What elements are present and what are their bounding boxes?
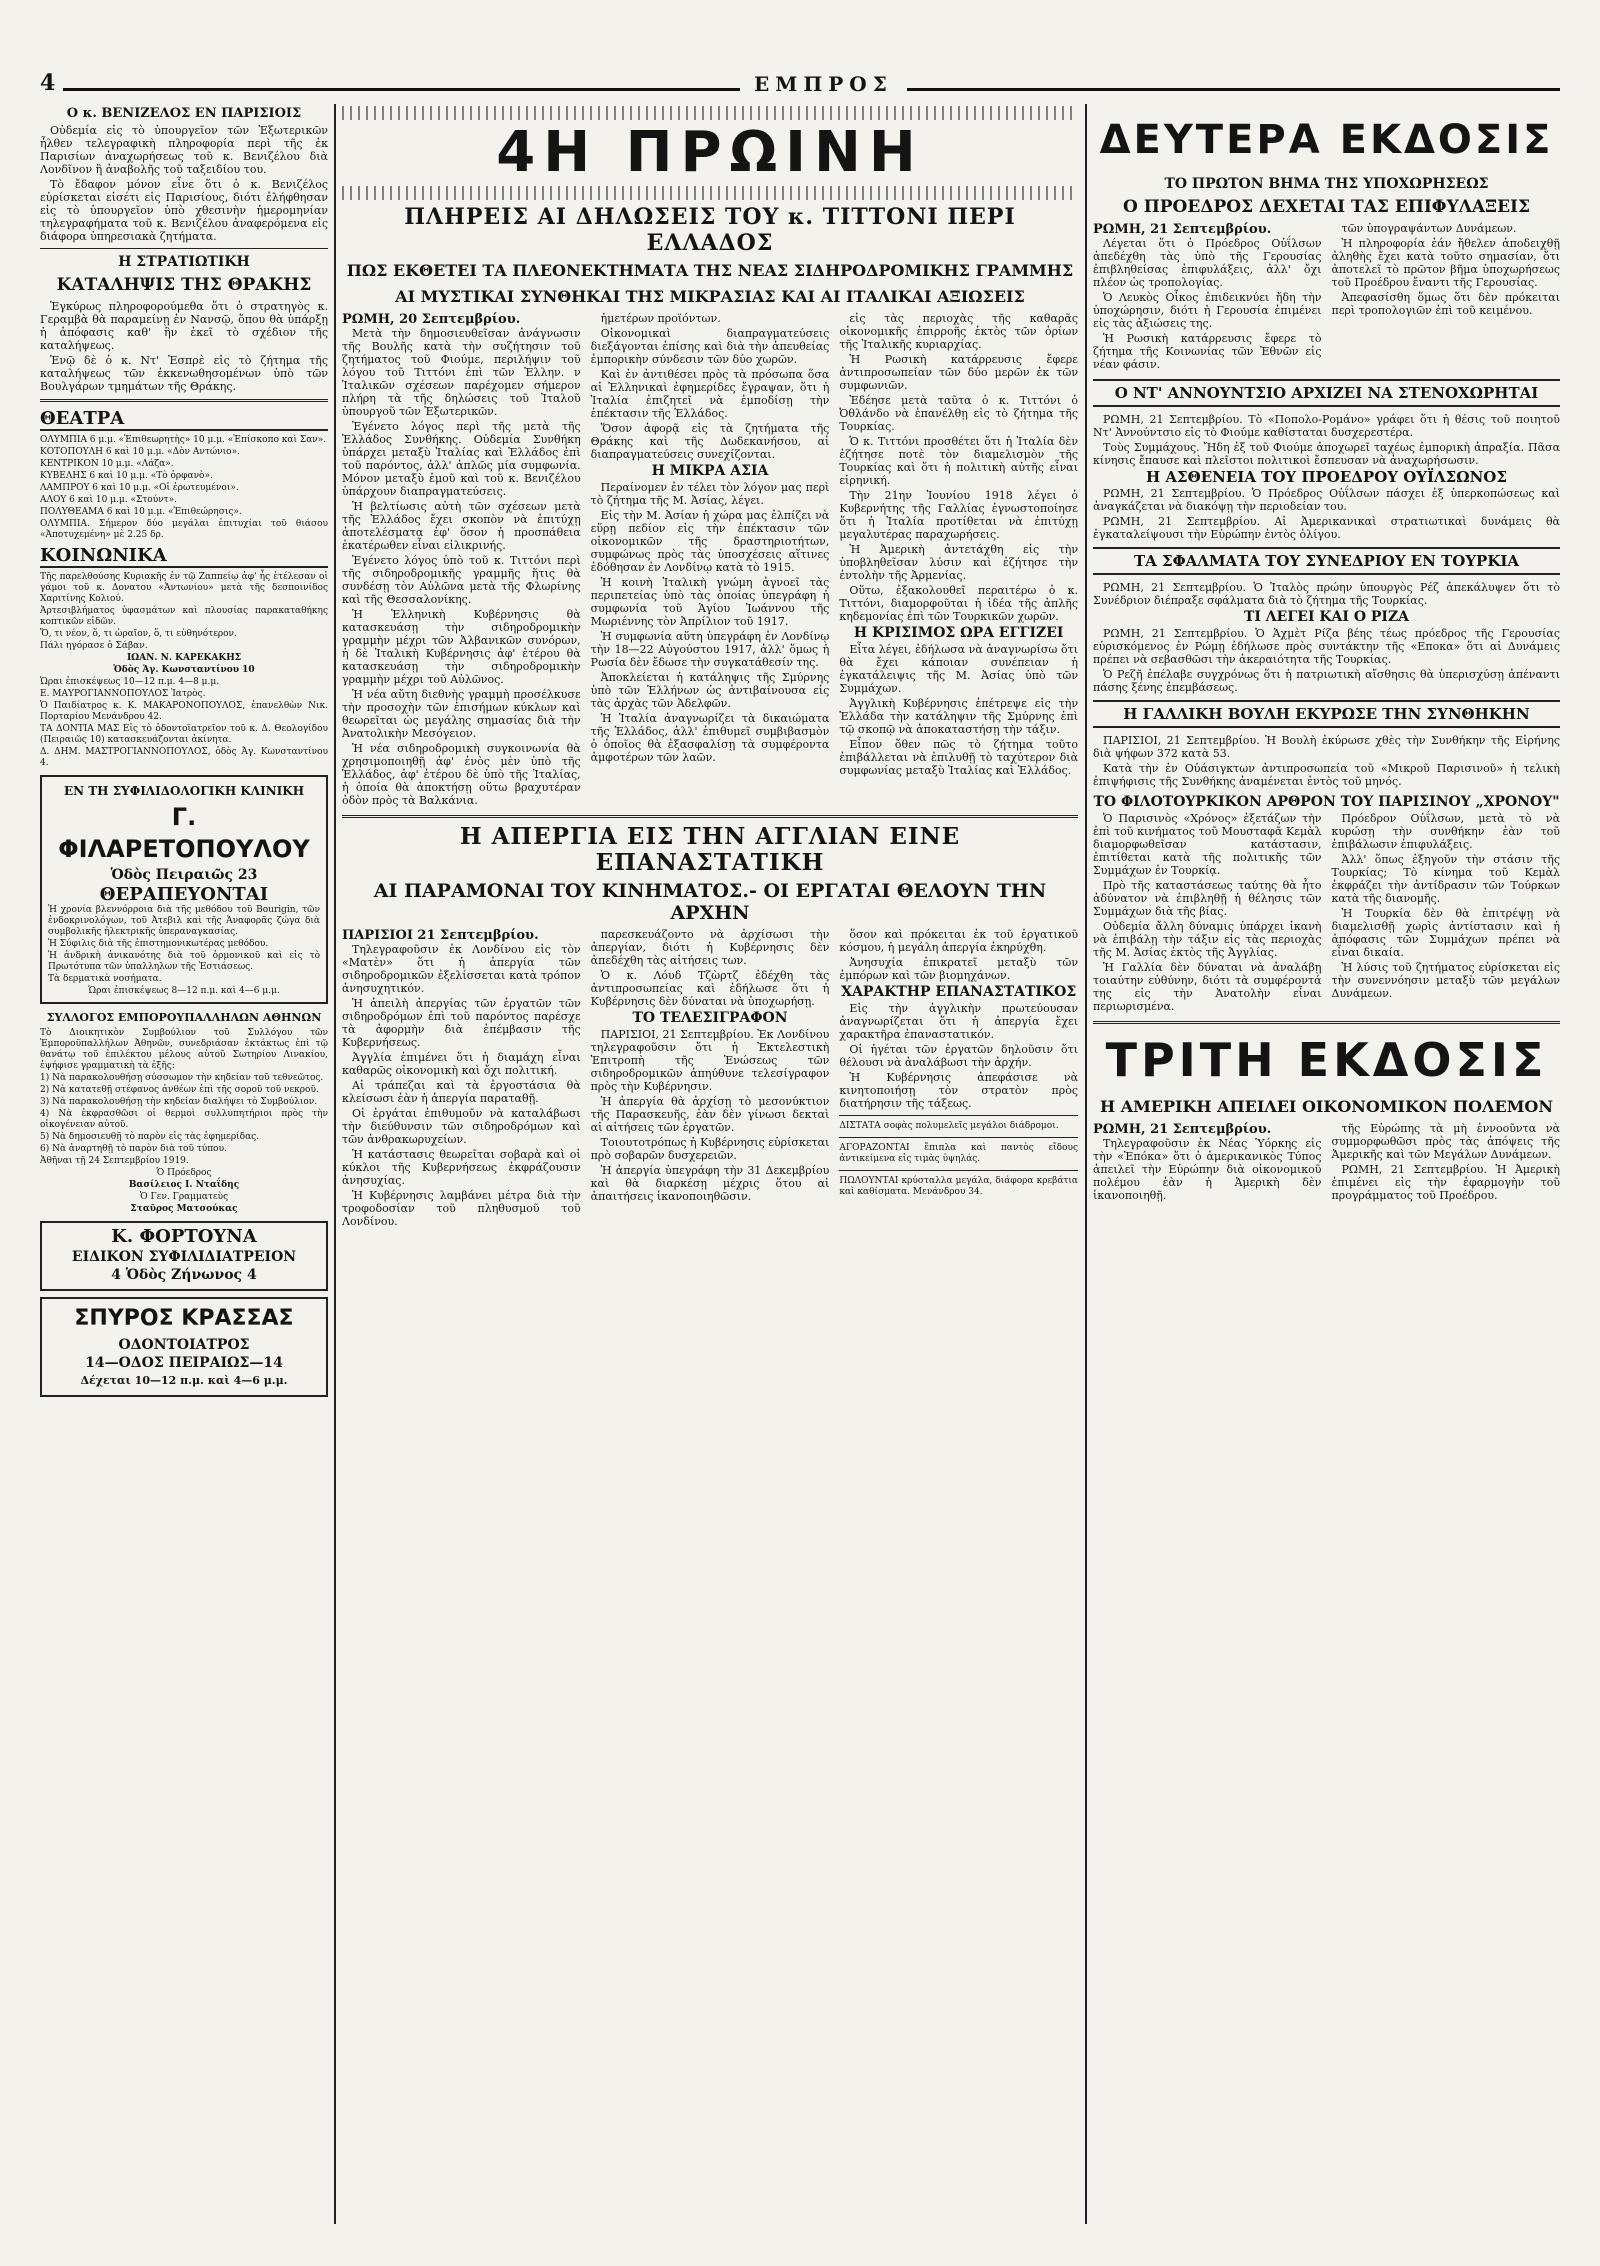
article-paragraph: Ἡ ἀπεργία ὑπεγράφη τὴν 31 Δεκεμβρίου καὶ θὰ διαρκέσῃ μέχρις ὅτου αἱ ἀπαιτήσεις ἱκανοποιηθῶσιν. — [590, 1164, 830, 1203]
divider — [1093, 1021, 1560, 1024]
article-paragraph: Μετὰ τὴν δημοσιευθεῖσαν ἀνάγνωσιν τῆς Βουλῆς κατὰ τὴν συζήτησιν τοῦ ζητήματος τοῦ Φιούμε, περιλήψιν τοῦ λόγου τοῦ Τιττόνι ἐπὶ τῶν Ἑλλην. ν Ἰταλικῶν σχέσεων παρέχομεν σήμερον πλήρη τὰ τῆς δηλώσεις τοῦ Ἰταλοῦ ὑπουργοῦ τῶν Ἐξωτερικῶν. — [342, 327, 581, 418]
article-paragraph: εἰς τὰς περιοχὰς τῆς καθαρᾶς οἰκονομικῆς ἐπιρροῆς ἐκτὸς τῶν ὁρίων τῆς Ἰταλικῆς κυριαρχίας. — [839, 312, 1078, 351]
divider — [40, 248, 328, 249]
venizelos-paragraph: Οὐδεμία εἰς τὸ ὑπουργεῖον τῶν Ἐξωτερικῶν ἦλθεν τελεγραφικὴ πληροφορία περὶ τῆς ἐκ Παρισίων ἀναχωρήσεως τοῦ κ. Βενιζέλου διὰ Λονδῖνον ἢ ἀναβολῆς τοῦ ταξειδίου του. — [40, 124, 328, 176]
article-paragraph: Ἀποκλείεται ἡ κατάληψις τῆς Σμύρνης ὑπὸ τῶν Ἑλλήνων ὡς ἀντιβαίνουσα εἰς τὰς ἀρχὰς τῶν Ἀδελφῶν. — [590, 671, 830, 710]
classified-ad: ΠΩΛΟΥΝΤΑΙ κρύσταλλα μεγάλα, διάφορα κρεβάτια καὶ καθίσματα. Μενάνδρου 34. — [839, 1176, 1078, 1197]
article-paragraph: ἡμετέρων προϊόντων. — [600, 312, 721, 325]
theatre-item: ΟΛΥΜΠΙΑ 6 μ.μ. «Ἐπιθεωρητὴς» 10 μ.μ. «Ἐπίσκοπο καὶ Σαν». — [40, 435, 327, 445]
union-item: Βασίλειος Ι. Νταΐδης — [128, 1180, 240, 1190]
article-paragraph: Τηλεγραφοῦσιν ἐκ Λονδίνου εἰς τὸν «Ματὲν» ὅτι ἡ ἀπεργία τῶν σιδηροδρομικῶν ἐξελίσσεται κατὰ τρόπον ἀνησυχητικόν. — [342, 943, 581, 995]
third-edition-col-b — [1332, 1122, 1561, 1204]
column-rule-left — [334, 104, 336, 2224]
second-edition-col-b — [1332, 222, 1561, 373]
social-item: Ὅ, τι νέον, ὅ, τι ὡραῖον, ὅ, τι εὐθηνότερον. — [40, 629, 237, 639]
wilson-headline: Η ΑΣΘΕΝΕΙΑ ΤΟΥ ΠΡΟΕΔΡΟΥ ΟΥΪΛΣΩΝΟΣ — [1146, 468, 1507, 486]
social-item: Ὁ Παιδίατρος κ. Κ. ΜΑΚΑΡΟΝΟΠΟΥΛΟΣ, ἐπανελθὼν Νικ. Πορταρίου Μενάνδρου 42. — [40, 701, 328, 722]
article-paragraph: Ἡ Ἀμερικὴ ἀντετάχθη εἰς τὴν ὑποβληθεῖσαν λύσιν καὶ ἐζήτησε τὴν ἐντολὴν τῆς Ἀρμενίας. — [839, 543, 1078, 582]
right-column — [1093, 104, 1560, 2224]
article-paragraph: Τηλεγραφοῦσιν ἐκ Νέας Ὑόρκης εἰς τὴν «Ἐπόκα» ὅτι ὁ ἀμερικανικὸς Τύπος ἀπειλεῖ τὴν Εὐρώπην διὰ οἰκονομικοῦ πολέμου ἐὰν ἡ Ἀμερικὴ δὲν ἱκανοποιηθῇ. — [1093, 1137, 1322, 1202]
strike-subheadline: ΑΙ ΠΑΡΑΜΟΝΑΙ ΤΟΥ ΚΙΝΗΜΑΤΟΣ.- ΟΙ ΕΡΓΑΤΑΙ ΘΕΛΟΥΝ ΤΗΝ ΑΡΧΗΝ — [373, 880, 1047, 924]
clinic-item: Ἡ χρονία βλεννόρροια διὰ τῆς μεθόδου τοῦ Bourigin, τῶν ἐνδοκρινολόγων, τοῦ Ἀτεβιλ καὶ τῆς Ἀναφορᾶς ζώγα διὰ συμβολικῆς ἠλεκτρικῆς ὑπεραναγκασίας. — [48, 905, 320, 937]
section-box — [1093, 547, 1560, 575]
ornament-border — [342, 186, 1078, 200]
article-paragraph: Ἡ συμφωνία αὕτη ὑπεγράφη ἐν Λονδίνῳ τὴν 18—22 Αὐγούστου 1917, ἀλλ' ὅμως ἡ Ρωσία δὲν ἔδωσε τὴν συγκατάθεσίν της. — [590, 630, 830, 669]
article-paragraph: Οὕτω, ἐξακολουθεῖ περαιτέρω ὁ κ. Τιττόνι, διαμορφοῦται ἡ ἰδέα τῆς ἀπλῆς κηδεμονίας ἐπὶ τῶν Τουρκικῶν χωρῶν. — [839, 584, 1078, 623]
article-paragraph: τῆς Εὐρώπης τὰ μὴ ἐννοοῦντα νὰ συμμορφωθῶσι πρὸς τὰς ἀπόψεις τῆς Ἀμερικῆς καὶ τῶν Μεγάλων Δυνάμεων. — [1331, 1122, 1560, 1161]
social-title: ΚΟΙΝΩΝΙΚΑ — [40, 545, 328, 568]
union-item: Ὁ Γεν. Γραμματεὺς — [139, 1192, 229, 1202]
article-paragraph: Οὐδεμία ἄλλη δύναμις ὑπάρχει ἰκανὴ νὰ ἐπιβάλῃ τὴν τάξιν εἰς τὰς περιοχὰς τῆς Μ. Ἀσίας ἐκτὸς τῆς Ἀγγλίας. — [1093, 920, 1322, 959]
krassas-address: 14—ΟΔΟΣ ΠΕΙΡΑΙΩΣ—14 — [85, 1355, 283, 1371]
chronos-columns — [1093, 812, 1560, 1015]
article-paragraph: ΠΑΡΙΣΙΟΙ, 21 Σεπτεμβρίου. Ἡ Βουλὴ ἐκύρωσε χθὲς τὴν Συνθήκην τῆς Εἰρήνης διὰ ψήφων 372 κατὰ 53. — [1093, 734, 1560, 760]
article-paragraph: Ὁ Ρεζῆ ἐπέλαβε συγχρόνως ὅτι ἡ πατριωτικὴ αἴσθησις θὰ ὑπερισχύσῃ ἀπέναντι πάσης ξένης ἐπεμβάσεως. — [1093, 668, 1560, 694]
theatre-item: ΑΛΟΥ 6 καὶ 10 μ.μ. «Στούντ». — [40, 495, 178, 505]
clinic-name: Γ. ΦΙΛΑΡΕΤΟΠΟΥΛΟΥ — [58, 803, 310, 863]
article-paragraph: Οἱ ἡγέται τῶν ἐργατῶν δηλοῦσιν ὅτι θέλουσι νὰ ἀναλάβωσι τὴν ἀρχήν. — [839, 1043, 1078, 1069]
strike-headline: Η ΑΠΕΡΓΙΑ ΕΙΣ ΤΗΝ ΑΓΓΛΙΑΝ ΕΙΝΕ ΕΠΑΝΑΣΤΑΤΙΚΗ — [459, 823, 961, 876]
article-paragraph: Εἰς τὴν Μ. Ἀσίαν ἡ χώρα μας ἐλπίζει νὰ εὕρῃ πεδίον εἰς τὴν ἐπέκτασιν τῶν οἰκονομικῶν τῆς δραστηριοτήτων, συμφώνως πρὸς τὰς ὑποσχέσεις αἵτινες ἐδόθησαν ἐν Λονδίνῳ κατὰ τὸ 1915. — [590, 509, 830, 574]
venizelos-paragraph: Τὸ ἔδαφον μόνον εἶνε ὅτι ὁ κ. Βενιζέλος εὑρίσκεται εἰσέτι εἰς Παρισίους, διότι ἐλήφθησαν εἰς τὸ ὑπουργεῖον ὑπὸ χθεσινὴν ἡμερομηνίαν τηλεγραφήματα τοῦ κ. Βενιζέλου ἀναφερόμενα εἰς διάφορα ὑπηρεσιακὰ ζητήματα. — [40, 178, 328, 243]
article-paragraph: Ἡ Τουρκία δὲν θὰ ἐπιτρέψῃ νὰ διαμελισθῇ χωρὶς ἀντίστασιν καὶ ἡ ἀπόφασις τῶν Συμμάχων πρέπει νὰ εἶναι δικαία. — [1331, 907, 1560, 959]
social-item: Ε. ΜΑΥΡΟΓΙΑΝΝΟΠΟΥΛΟΣ Ἰατρὸς. — [40, 689, 206, 699]
newspaper-name: ΕΜΠΡΟΣ — [740, 72, 907, 96]
second-edition-headline: Ο ΠΡΟΕΔΡΟΣ ΔΕΧΕΤΑΙ ΤΑΣ ΕΠΙΦΥΛΑΞΕΙΣ — [1122, 197, 1530, 217]
union-item: Ἀθῆναι τῇ 24 Σεπτεμβρίου 1919. — [40, 1156, 189, 1166]
clinic-item: Ἡ ἀνδρικὴ ἀνικανότης διὰ τοῦ ὁρμονικοῦ καὶ εἰς τὸ Πρωτότυπα τῶν ὑπαλληλων τῆς Ἑστιάσεως. — [48, 951, 320, 972]
section-box — [1093, 379, 1560, 407]
section-subhead: Η ΚΡΙΣΙΜΟΣ ΩΡΑ ΕΓΓΙΖΕΙ — [853, 625, 1064, 641]
section-box — [1093, 700, 1560, 728]
page-number: 4 — [40, 70, 63, 96]
dannunzio-headline: Ο ΝΤ' ΑΝΝΟΥΝΤΣΙΟ ΑΡΧΙΖΕΙ ΝΑ ΣΤΕΝΟΧΩΡΗΤΑΙ — [1114, 384, 1539, 402]
article-paragraph: Ἡ λύσις τοῦ ζητήματος εὑρίσκεται εἰς τὴν συνεννόησιν μεταξὺ τῶν μεγάλων Δυνάμεων. — [1331, 961, 1560, 1000]
article-paragraph: Ἡ νέα αὕτη διεθνὴς γραμμὴ προσέλκυσε τὴν προσοχὴν τῶν ἐπισήμων κύκλων καὶ θεωρεῖται ὡς μεγάλης σημασίας διὰ τὴν Ἀνατολικὴν Μεσόγειον. — [342, 688, 581, 740]
union-item: 1) Νὰ παρακολουθήσῃ σύσσωμον τὴν κηδείαν τοῦ τεθνεῶτος. — [40, 1073, 324, 1083]
divider — [839, 1137, 1078, 1138]
second-edition-col-a — [1093, 222, 1322, 373]
dateline: ΡΩΜΗ, 21 Σεπτεμβρίου. — [1093, 1122, 1272, 1137]
article-paragraph: Οἱ ἐργάται ἐπιθυμοῦν νὰ καταλάβωσι τὴν διεύθυνσιν τῶν σιδηροδρόμων καὶ τῶν ἀνθρακωρυχείων. — [342, 1107, 581, 1146]
clinic-item: Ὡραι ἐπισκέψεως 8—12 π.μ. καὶ 4—6 μ.μ. — [88, 986, 280, 996]
article-paragraph: Ἐγένετο λόγος ὑπὸ τοῦ κ. Τιττόνι περὶ τῆς σιδηροδρομικῆς γραμμῆς ἥτις θὰ συνδέσῃ τὸν Αὐλῶνα μετὰ τῆς Φλωρίνης καὶ τῆς Θεσσαλονίκης. — [342, 554, 581, 606]
classified-ad: ΔΙΣΤΑΤΑ σοφὰς πολυμελεῖς μεγάλοι διάδρομοι. — [839, 1121, 1059, 1131]
krassas-spec: ΟΔΟΝΤΟΙΑΤΡΟΣ — [118, 1337, 250, 1353]
article-paragraph: ὅσον καὶ πρόκειται ἐκ τοῦ ἐργατικοῦ κόσμου, ἡ μεγάλη ἀπεργία ἐκηρύχθη. — [839, 928, 1078, 954]
second-edition-kicker: ΤΟ ΠΡΩΤΟΝ ΒΗΜΑ ΤΗΣ ΥΠΟΧΩΡΗΣΕΩΣ — [1164, 176, 1489, 192]
clinic-title: ΕΝ ΤΗ ΣΥΦΙΛΙΔΟΛΟΓΙΚΗ ΚΛΙΝΙΚΗ — [63, 784, 305, 798]
theatres-title: ΘΕΑΤΡΑ — [40, 408, 328, 431]
section-subhead: Η ΜΙΚΡΑ ΑΣΙΑ — [651, 463, 769, 479]
strike-col-c — [839, 928, 1078, 1230]
article-paragraph: ΡΩΜΗ, 21 Σεπτεμβρίου. Ὁ Πρόεδρος Οὐΐλσων πάσχει ἐξ ὑπερκοπώσεως καὶ ἀναγκάζεται νὰ διακόψῃ τὴν περιοδείαν του. — [1093, 487, 1560, 513]
union-title: ΣΥΛΛΟΓΟΣ ΕΜΠΟΡΟΥΠΑΛΛΗΛΩΝ ΑΘΗΝΩΝ — [46, 1011, 322, 1024]
article-paragraph: Τὴν 21ην Ἰουνίου 1918 λέγει ὁ Κυβερνήτης τῆς Γαλλίας ἐγνωστοποίησε ὅτι ἡ Ἰταλία προτίθεται νὰ ἐπιτύχῃ μεγαλυτέρας παραχωρήσεις. — [839, 489, 1078, 541]
theatre-item: ΚΥΒΕΛΗΣ 6 καὶ 10 μ.μ. «Τὸ ὀρφανὸ». — [40, 471, 213, 481]
article-paragraph: Ἀπεφασίσθη ὅμως ὅτι δὲν πρόκειται περὶ τροπολογιῶν ἐπὶ τοῦ κειμένου. — [1331, 291, 1560, 317]
thrace-title: ΚΑΤΑΛΗΨΙΣ ΤΗΣ ΘΡΑΚΗΣ — [56, 275, 312, 295]
article-paragraph: ΡΩΜΗ, 21 Σεπτεμβρίου. Ὁ Ἰταλὸς πρώην ὑπουργὸς Ρέζ ἀπεκάλυψεν ὅτι τὸ Συνέδριον διέπραξε σφάλματα διὰ τὸ ζήτημα τῆς Τουρκίας. — [1093, 581, 1560, 607]
article-paragraph: Ἡ Γαλλία δὲν δύναται νὰ ἀναλάβῃ τοιαύτην εὐθύνην, διότι τὰ συμφέροντά της εἰς τὴν Ἀνατολὴν εἶναι περιωρισμένα. — [1093, 961, 1322, 1013]
article-paragraph: Τοιουτοτρόπως ἡ Κυβέρνησις εὑρίσκεται πρὸ σοβαρῶν δυσχερειῶν. — [590, 1136, 830, 1162]
article-paragraph: Οἰκονομικαὶ διαπραγματεύσεις διεξάγονται ἐπίσης καὶ διὰ τὴν ἀπευθείας ἐμπορικὴν σύνδεσιν τῶν δύο χωρῶν. — [590, 327, 830, 366]
article-paragraph: Ἡ κατάστασις θεωρεῖται σοβαρὰ καὶ οἱ κύκλοι τῆς Κυβερνήσεως ἐκφράζουσιν ἀνησυχίας. — [342, 1148, 581, 1187]
turkey-headline: ΤΑ ΣΦΑΛΜΑΤΑ ΤΟΥ ΣΥΝΕΔΡΙΟΥ ΕΝ ΤΟΥΡΚΙΑ — [1133, 552, 1520, 570]
third-edition-headline: Η ΑΜΕΡΙΚΗ ΑΠΕΙΛΕΙ ΟΙΚΟΝΟΜΙΚΟΝ ΠΟΛΕΜΟΝ — [1100, 1097, 1553, 1116]
thrace-paragraph: Ἐγκύρως πληροφορούμεθα ὅτι ὁ στρατηγὸς κ. Γεραμβὰ θὰ παραμείνῃ ἐν Νανσῷ, ὅπου θὰ ὑπάρξῃ ἡ ἀπόφασις καθ' ἣν ἐκεῖ τὸ σχέδιον τῆς καταλήψεως. — [40, 300, 328, 352]
clinic-cure: ΘΕΡΑΠΕΥΟΝΤΑΙ — [99, 884, 269, 905]
union-item: Ὁ Πρόεδρος — [156, 1168, 212, 1178]
article-paragraph: Ἡ Κυβέρνησις λαμβάνει μέτρα διὰ τὴν τροφοδοσίαν τοῦ πληθυσμοῦ τοῦ Λονδίνου. — [342, 1189, 581, 1228]
thrace-paragraph: Ἐνῷ δὲ ὁ κ. Ντ' Ἐσπρὲ εἰς τὸ ζήτημα τῆς καταλήψεως τῶν ἐκκενωθησομένων ὑπὸ τῶν Βουλγάρων τμημάτων τῆς Θράκης. — [40, 354, 328, 393]
article-paragraph: ΡΩΜΗ, 21 Σεπτεμβρίου. Ὁ Ἀχμὲτ Ρίζα βέης τέως πρόεδρος τῆς Γερουσίας εὑρισκόμενος ἐν Ρώμῃ ἐδήλωσε πρὸς συντάκτην τῆς «Εποκα» ὅτι αἱ Δυνάμεις πρέπει νὰ σεβασθῶσι τὴν ἀκεραιότητα τῆς Τουρκίας. — [1093, 627, 1560, 666]
theatre-item: ΚΟΤΟΠΟΥΛΗ 6 καὶ 10 μ.μ. «Δὸν Αντώνιο». — [40, 447, 240, 457]
article-paragraph: Εἰς τὴν ἀγγλικὴν πρωτεύουσαν ἀναγνωρίζεται ὅτι ἡ ἀπεργία ἔχει χαρακτῆρα ἐπαναστατικόν. — [839, 1002, 1078, 1041]
article-paragraph: Ἡ νέα σιδηροδρομικὴ συγκοινωνία θὰ χρησιμοποιηθῇ ἀφ' ἑνὸς μὲν ὑπὸ τῆς Ἑλλάδος, ἀφ' ἑτέρου δὲ ὑπὸ τῆς Ἰταλίας, ἡ ὁποία θὰ ἀποκτήσῃ οὕτω βραχυτέραν ὁδὸν πρὸς τὰ Βαλκάνια. — [342, 742, 581, 807]
theatre-item: ΠΟΛΥΘΕΑΜΑ 6 καὶ 10 μ.μ. «Ἐπιθεώρησις». — [40, 507, 242, 517]
article-paragraph: Καὶ ἐν ἀντιθέσει πρὸς τὰ πρόσωπα ὅσα αἱ Ἑλληνικαὶ ἐφημερίδες ἔγραψαν, ὅτι ἡ Ἰταλία ἐπιζητεῖ νὰ ἐμποδίσῃ τὴν ἐπέκτασιν τῆς Ἑλλάδος. — [590, 368, 830, 420]
main-subheadline-2: ΑΙ ΜΥΣΤΙΚΑΙ ΣΥΝΘΗΚΑΙ ΤΗΣ ΜΙΚΡΑΣΙΑΣ ΚΑΙ ΑΙ ΙΤΑΛΙΚΑΙ ΑΞΙΩΣΕΙΣ — [395, 287, 1025, 306]
union-item: 2) Νὰ κατατεθῇ στέφανος ἀνθέων ἐπὶ τῆς σοροῦ τοῦ νεκροῦ. — [40, 1085, 319, 1095]
article-paragraph: παρεσκευάζοντο νὰ ἀρχίσωσι τὴν ἀπεργίαν, διότι ἡ Κυβέρνησις δὲν ἀπεδέχθη τὰς αἰτήσεις των. — [590, 928, 830, 967]
article-columns — [342, 312, 1078, 809]
union-item: 4) Νὰ ἐκφρασθῶσι οἱ θερμοὶ συλλυπητήριοι πρὸς τὴν οἰκογένειαν αὐτοῦ. — [40, 1109, 328, 1130]
divider — [839, 1170, 1078, 1171]
third-edition-masthead: ΤΡΙΤΗ ΕΚΔΟΣΙΣ — [1105, 1033, 1548, 1087]
article-paragraph: Ἡ ἀπεργία θὰ ἀρχίσῃ τὸ μεσονύκτιον τῆς Παρασκευῆς, ἐὰν δὲν γίνωσι δεκταὶ αἱ αἰτήσεις τῶν ἐργατῶν. — [590, 1095, 830, 1134]
article-paragraph: Ἡ Ρωσικὴ κατάρρευσις ἔφερε ἀντιπροσωπείαν τῶν δύο μερῶν ἐκ τῶν συμφωνιῶν. — [839, 353, 1078, 392]
union-item: 3) Νὰ παρακολουθήσῃ τὴν κηδείαν διαλήψει τὸ Συμβούλιον. — [40, 1097, 318, 1107]
krassas-ad — [40, 1297, 328, 1397]
fortounas-ad — [40, 1221, 328, 1291]
article-col-b — [591, 312, 830, 809]
article-paragraph: Εἶτα λέγει, ἐδήλωσα νὰ ἀναγνωρίσω ὅτι θὰ ἔχει κάποιαν συνέπειαν ἡ ἐγκατάλειψις τῆς Μ. Ἀσίας ὑπὸ τῶν Συμμάχων. — [839, 643, 1078, 695]
classified-ad: ΑΓΟΡΑΖΟΝΤΑΙ ἔπιπλα καὶ παντὸς εἴδους ἀντικείμενα εἰς τιμὰς ὑψηλάς. — [839, 1143, 1078, 1164]
article-paragraph: Αἱ τράπεζαι καὶ τὰ ἐργοστάσια θὰ κλείσωσι ἐὰν ἡ ἀπεργία παραταθῇ. — [342, 1079, 581, 1105]
article-paragraph: Περαίνομεν ἐν τέλει τὸν λόγον μας περὶ τὸ ζήτημα τῆς Μ. Ἀσίας, λέγει. — [590, 481, 830, 507]
theatre-item: ΚΕΝΤΡΙΚΟΝ 10 μ.μ. «Λάζα». — [40, 459, 174, 469]
article-col-c — [839, 312, 1078, 809]
chronos-headline: ΤΟ ΦΙΛΟΤΟΥΡΚΙΚΟΝ ΑΡΘΡΟΝ ΤΟΥ ΠΑΡΙΣΙΝΟΥ „ΧΡΟΝΟΥ" — [1093, 794, 1560, 810]
krassas-name: ΣΠΥΡΟΣ ΚΡΑΣΣΑΣ — [74, 1306, 294, 1331]
middle-column — [342, 104, 1078, 2224]
divider — [40, 399, 328, 402]
union-item: 6) Νὰ ἀναρτηθῇ τὸ παρὸν διὰ τοῦ τύπου. — [40, 1144, 227, 1154]
france-headline: Η ΓΑΛΛΙΚΗ ΒΟΥΛΗ ΕΚΥΡΩΣΕ ΤΗΝ ΣΥΝΘΗΚΗΝ — [1123, 705, 1530, 723]
social-item: Δ. ΔΗΜ. ΜΑΣΤΡΟΓΙΑΝΝΟΠΟΥΛΟΣ, ὁδὸς Ἀγ. Κωνσταντίνου 4. — [40, 747, 328, 768]
union-item: Τὸ Διοικητικὸν Συμβούλιον τοῦ Συλλόγου τῶν Ἐμποροϋπαλλήλων Ἀθηνῶν, συνεδριάσαν ἐκτάκτως ἐπὶ τῷ θανάτῳ τοῦ ἐπιλέκτου μέλους αὐτοῦ Σωτηρίου Λινακίου, ἐψήφισε γραμματικὴ τὰ ἑξῆς: — [40, 1028, 328, 1071]
chronos-col-b — [1332, 812, 1561, 1015]
social-item: Τῆς παρελθούσης Κυριακῆς ἐν τῷ Ζαππείῳ ἀφ' ἧς ἐτέλεσαν οἱ γάμοι τοῦ κ. Δονατου «Ἀντωνίου» μετὰ τῆς δεσποινίδος Χαριτίνης Κολιού. — [40, 572, 328, 604]
fortounas-address: 4 Ὁδὸς Ζήνωνος 4 — [111, 1267, 257, 1283]
section-subhead: ΤΟ ΤΕΛΕΣΙΓΡΑΦΟΝ — [632, 1010, 788, 1026]
article-paragraph: Ἐγένετο λόγος περὶ τῆς μετὰ τῆς Ἑλλάδος Συνθήκης. Οὐδεμία Συνθήκη ὑπάρχει μεταξὺ Ἰταλίας καὶ Ἑλλάδος ἐπὶ τοῦ παρόντος, ἀλλ' ἀπλῶς μία συμφωνία. Μόνον μεταξὺ ἐμοῦ καὶ τοῦ κ. Βενιζέλου ὑπάρχουν διαπραγματεύσεις. — [342, 420, 581, 498]
social-item: Ὁδὸς Ἁγ. Κωνσταντίνου 10 — [113, 665, 255, 675]
second-edition-masthead: ΔΕΥΤΕΡΑ ΕΚΔΟΣΙΣ — [1099, 117, 1554, 163]
social-item: ΤΑ ΔΟΝΤΙΑ ΜΑΣ Εἰς τὸ ὀδοντοϊατρεῖον τοῦ κ. Δ. Θεολογίδου (Πειραιῶς 10) κατασκευάζονται ἀκίνητα. — [40, 724, 328, 745]
chronos-col-a — [1093, 812, 1322, 1015]
union-item: 5) Νὰ δημοσιευθῇ τὸ παρὸν εἰς τὰς ἐφημερίδας. — [40, 1132, 260, 1142]
article-paragraph: Ἀνησυχία ἐπικρατεῖ μεταξὺ τῶν ἐμπόρων καὶ τῶν βιομηχάνων. — [839, 956, 1078, 982]
article-paragraph: Ἐδέησε μετὰ ταῦτα ὁ κ. Τιττόνι ὁ Ὀθλάνδο νὰ ἐπανέλθῃ εἰς τὸ ζήτημα τῆς Τουρκίας. — [839, 394, 1078, 433]
thrace-kicker: Η ΣΤΡΑΤΙΩΤΙΚΗ — [118, 254, 250, 270]
article-paragraph: Ἡ Ἰταλία ἀναγνωρίζει τὰ δικαιώματα τῆς Ἑλλάδος, ἀλλ' ἐπιθυμεῖ συμβιβασμὸν ὁ ὁποῖος θὰ ἐξασφαλίσῃ τὰ συμφέροντα ἀμφοτέρων τῶν λαῶν. — [590, 712, 830, 764]
article-paragraph: Τοὺς Συμμάχους. Ἤδη ἐξ τοῦ Φιούμε ἀποχωρεῖ ταχέως ἐμπορικὴ ἀπραξία. Πᾶσα κίνησις ἔπαυσε καὶ πλεῖστοι πολιτικοὶ ἔσπευσαν νὰ ἀναχωρήσωσιν. — [1093, 441, 1560, 467]
article-paragraph: Λέγεται ὅτι ὁ Πρόεδρος Οὐΐλσων ἀπεδέχθη τὰς ὑπὸ τῆς Γερουσίας ἐπιβληθείσας ἐπιφυλάξεις, ἀλλ' ὄχι πλέον ὡς τροπολογίας. — [1093, 237, 1322, 289]
article-paragraph: τῶν ὑπογραψάντων Δυνάμεων. — [1341, 222, 1517, 235]
social-item: Πάλι ηγόρασε ὁ Σάβαν. — [40, 641, 148, 651]
krassas-hours: Δέχεται 10—12 π.μ. καὶ 4—6 μ.μ. — [80, 1374, 288, 1387]
dateline: ΡΩΜΗ, 20 Σεπτεμβρίου. — [342, 312, 521, 327]
article-paragraph: ΡΩΜΗ, 21 Σεπτεμβρίου. Ἡ Ἀμερικὴ ἐπιμένει εἰς τὴν ἐφαρμογὴν τοῦ προγράμματος τοῦ Προέδρου. — [1331, 1163, 1560, 1202]
article-paragraph: ΠΑΡΙΣΙΟΙ, 21 Σεπτεμβρίου. Ἐκ Λονδίνου τηλεγραφοῦσιν ὅτι ἡ Ἐκτελεστικὴ Ἐπιτροπὴ τῆς Ἑνώσεως τῶν σιδηροδρομικῶν ἀπηύθυνε τελεσίγραφον πρὸς τὴν Κυβέρνησιν. — [590, 1028, 830, 1093]
theatre-item: ΛΑΜΠΡΟΥ 6 καὶ 10 μ.μ. «Οἱ ἐρωτευμένοι». — [40, 483, 239, 493]
article-paragraph: Ἡ κοινὴ Ἰταλικὴ γνώμη ἀγνοεῖ τὰς περιπετείας ὑπὸ τὰς ὁποίας ὑπεγράφη ἡ συμφωνία τοῦ Ἁγίου Ἰωάννου τῆς Μωριέννης τὸν Ἀπρίλιον τοῦ 1917. — [590, 576, 830, 628]
theatre-item: ΟΛΥΜΠΙΑ. Σήμερον δύο μεγάλαι ἐπιτυχίαι τοῦ θιάσου «Ἀποτυχεμένη» μὲ 2.25 δρ. — [40, 519, 328, 540]
article-paragraph: Εἶπον ὅθεν πῶς τὸ ζήτημα τοῦτο ἐπιβάλλεται νὰ ἐπιλυθῇ τὸ ταχύτερον διὰ συμφωνίας μεταξὺ Ἰταλίας καὶ Ἑλλάδος. — [839, 738, 1078, 777]
clinic-item: Ἡ Σύφιλις διὰ τῆς ἐπιστημονικωτέρας μεθόδου. — [48, 939, 269, 949]
section-subhead: ΤΙ ΛΕΓΕΙ ΚΑΙ Ο ΡΙΖΑ — [1243, 609, 1410, 625]
main-headline: ΠΛΗΡΕΙΣ ΑΙ ΔΗΛΩΣΕΙΣ ΤΟΥ κ. ΤΙΤΤΟΝΙ ΠΕΡΙ ΕΛΛΑΔΟΣ — [404, 204, 1016, 256]
article-paragraph: Ἡ Ἑλληνικὴ Κυβέρνησις θὰ κατασκευάσῃ τὴν σιδηροδρομικὴν γραμμὴν μέχρι τῶν Ἀλβανικῶν συνόρων, ἡ δὲ Ἰταλικὴ Κυβέρνησις ἀφ' ἑτέρου θὰ κατασκευάσῃ τὴν σιδηροδρομικὴν γραμμὴν μέχρι τοῦ Αὐλῶνος. — [342, 608, 581, 686]
edition-masthead: 4Η ΠΡΩΙΝΗ — [496, 120, 924, 185]
article-paragraph: Ὁ Λευκὸς Οἶκος ἐπιδεικνύει ἤδη τὴν ὑποχώρησιν, διότι ἡ Γερουσία ἐπιμένει εἰς τὰς ἀξιώσεις της. — [1093, 291, 1322, 330]
article-paragraph: Ὁ Παρισινὸς «Χρόνος» ἐξετάζων τὴν ἐπὶ τοῦ κινήματος τοῦ Μουσταφᾶ Κεμὰλ διαμορφωθεῖσαν κατάστασιν, ἐπιτίθεται κατὰ τῆς πολιτικῆς τῶν Συμμάχων ἐν Τουρκίᾳ. — [1093, 812, 1322, 877]
article-paragraph: Ἀγγλία ἐπιμένει ὅτι ἡ διαμάχη εἶναι καθαρῶς οἰκονομικὴ καὶ ὄχι πολιτική. — [342, 1051, 581, 1077]
social-item: ΙΩΑΝ. Ν. ΚΑΡΕΚΑΚΗΣ — [126, 653, 242, 663]
article-paragraph: Ὁ κ. Τιττόνι προσθέτει ὅτι ἡ Ἰταλία δὲν ἐζήτησε ποτὲ τὸν διαμελισμὸν τῆς Τουρκίας καὶ ὅτι ἡ πολιτικὴ αὐτῆς εἶναι εἰρηνική. — [839, 435, 1078, 487]
article-paragraph: Ἡ Ρωσικὴ κατάρρευσις ἔφερε τὸ ζήτημα τῆς Κοινωνίας τῶν Ἐθνῶν εἰς νέαν φάσιν. — [1093, 332, 1322, 371]
fortounas-name: Κ. ΦΟΡΤΟΥΝΑ — [111, 1226, 257, 1247]
section-subhead: ΧΑΡΑΚΤΗΡ ΕΠΑΝΑΣΤΑΤΙΚΟΣ — [841, 984, 1077, 1000]
divider — [342, 815, 1078, 818]
clinic-ad — [40, 775, 328, 1004]
article-paragraph: ΡΩΜΗ, 21 Σεπτεμβρίου. Αἱ Ἀμερικανικαὶ στρατιωτικαὶ δυνάμεις θὰ ἐγκαταλείψουσι τὴν Εὐρώπην ἐντὸς ὀλίγου. — [1093, 515, 1560, 541]
divider — [839, 1115, 1078, 1116]
venizelos-title: Ο κ. ΒΕΝΙΖΕΛΟΣ ΕΝ ΠΑΡΙΣΙΟΙΣ — [66, 106, 302, 121]
strike-col-b — [591, 928, 830, 1230]
article-paragraph: Ἀλλ' ὅπως ἐξηγοῦν τὴν στάσιν τῆς Τουρκίας; Τὸ κίνημα τοῦ Κεμὰλ ἐκφράζει τὴν ἀντίδρασιν τῶν Τούρκων κατὰ τῆς διανομῆς. — [1331, 853, 1560, 905]
third-edition-columns — [1093, 1122, 1560, 1204]
page-header — [40, 70, 1560, 98]
second-edition-columns — [1093, 222, 1560, 373]
clinic-item: Τὰ δερματικὰ νοσήματα. — [48, 974, 162, 984]
article-paragraph: Ἡ Κυβέρνησις ἀπεφάσισε νὰ κινητοποιήσῃ τὸν στρατὸν πρὸς διατήρησιν τῆς τάξεως. — [839, 1071, 1078, 1110]
left-column — [40, 104, 328, 2224]
article-paragraph: Ὅσον ἀφορᾷ εἰς τὰ ζητήματα τῆς Θράκης καὶ τῆς Δωδεκανήσου, αἱ διαπραγματεύσεις συνεχίζονται. — [590, 422, 830, 461]
third-edition-col-a — [1093, 1122, 1322, 1204]
main-subheadline: ΠΩΣ ΕΚΘΕΤΕΙ ΤΑ ΠΛΕΟΝΕΚΤΗΜΑΤΑ ΤΗΣ ΝΕΑΣ ΣΙΔΗΡΟΔΡΟΜΙΚΗΣ ΓΡΑΜΜΗΣ — [346, 261, 1074, 280]
article-paragraph: Ἡ βελτίωσις αὐτὴ τῶν σχέσεων μετὰ τῆς Ἑλλάδος ἔχει σκοπὸν νὰ ἐπιτύχῃ ἀποτελέσματα ἐφ' ὅσον ἡ προσπάθεια ἐκατέρωθεν εἶναι εἰλικρινής. — [342, 500, 581, 552]
strike-columns — [342, 928, 1078, 1230]
column-rule-right — [1085, 104, 1087, 2224]
union-item: Σταῦρος Ματσούκας — [130, 1204, 238, 1214]
social-item: Ἀρτεσιβλήματος ὑφασμάτων καὶ πλουσίας παρακαταθήκης κοπτικῶν εἰδῶν. — [40, 606, 328, 627]
article-col-a — [342, 312, 581, 809]
ornament-border — [342, 106, 1078, 120]
article-paragraph: Ἡ πληροφορία ἐάν ἤθελεν ἀποδειχθῇ ἀληθὴς ἔχει κατὰ τοῦτο σημασίαν, ὅτι ἀποτελεῖ τὸ πρῶτον βῆμα ὑποχωρήσεως τοῦ Προέδρου ἔναντι τῆς Γερουσίας. — [1331, 237, 1560, 289]
social-item: Ὡραι ἐπισκέψεως 10—12 π.μ. 4—8 μ.μ. — [40, 677, 220, 687]
article-paragraph: ΡΩΜΗ, 21 Σεπτεμβρίου. Τὸ «Ποπολο-Ρομάνο» γράφει ὅτι ἡ θέσις τοῦ ποιητοῦ Ντ' Ἀννούντσιο εἰς τὸ Φιούμε καθίσταται δυσχερεστέρα. — [1093, 413, 1560, 439]
strike-col-a — [342, 928, 581, 1230]
dateline: ΠΑΡΙΣΙΟΙ 21 Σεπτεμβρίου. — [342, 928, 539, 943]
article-paragraph: Ἡ ἀπειλὴ ἀπεργίας τῶν ἐργατῶν τῶν σιδηροδρόμων ἐπὶ τοῦ παρόντος παρέσχε τὰ ἀφορμὴν διὰ ἐπέμβασιν τῆς Κυβερνήσεως. — [342, 997, 581, 1049]
article-paragraph: Πρὸ τῆς καταστάσεως ταύτης θὰ ἦτο ἀδύνατον νὰ ἐπιβληθῇ ἡ θέλησις τῶν Συμμάχων διὰ τῆς βίας. — [1093, 879, 1322, 918]
clinic-address: Ὁδὸς Πειραιῶς 23 — [110, 867, 258, 883]
fortounas-spec: ΕΙΔΙΚΟΝ ΣΥΦΙΛΙΔΙΑΤΡΕΙΟΝ — [71, 1249, 297, 1265]
dateline: ΡΩΜΗ, 21 Σεπτεμβρίου. — [1093, 222, 1272, 237]
article-paragraph: Ὁ κ. Λόυδ Τζὼρτζ ἐδέχθη τὰς ἀντιπροσωπείας καὶ ἐδήλωσε ὅτι ἡ Κυβέρνησις δὲν δύναται νὰ ὑποχωρήσῃ. — [590, 969, 830, 1008]
article-paragraph: Ἀγγλικὴ Κυβέρνησις ἐπέτρεψε εἰς τὴν Ἑλλάδα τὴν κατάληψιν τῆς Σμύρνης ἐπὶ τῷ σκοπῷ νὰ ἀποκαταστήσῃ τὴν τάξιν. — [839, 697, 1078, 736]
article-paragraph: Κατὰ τὴν ἐν Οὐάσιγκτων ἀντιπροσωπεία τοῦ «Μικροῦ Παρισινοῦ» ἡ τελικὴ ἐπιψήφισις τῆς Συνθήκης ἀναμένεται ἐντὸς τοῦ μηνός. — [1093, 762, 1560, 788]
article-paragraph: Πρόεδρον Οὐΐλσων, μετὰ τὸ νὰ κυρώσῃ τὴν συνθήκην ἐὰν τοῦ ἐπιβάλωσιν ἐπιφυλάξεις. — [1331, 812, 1560, 851]
